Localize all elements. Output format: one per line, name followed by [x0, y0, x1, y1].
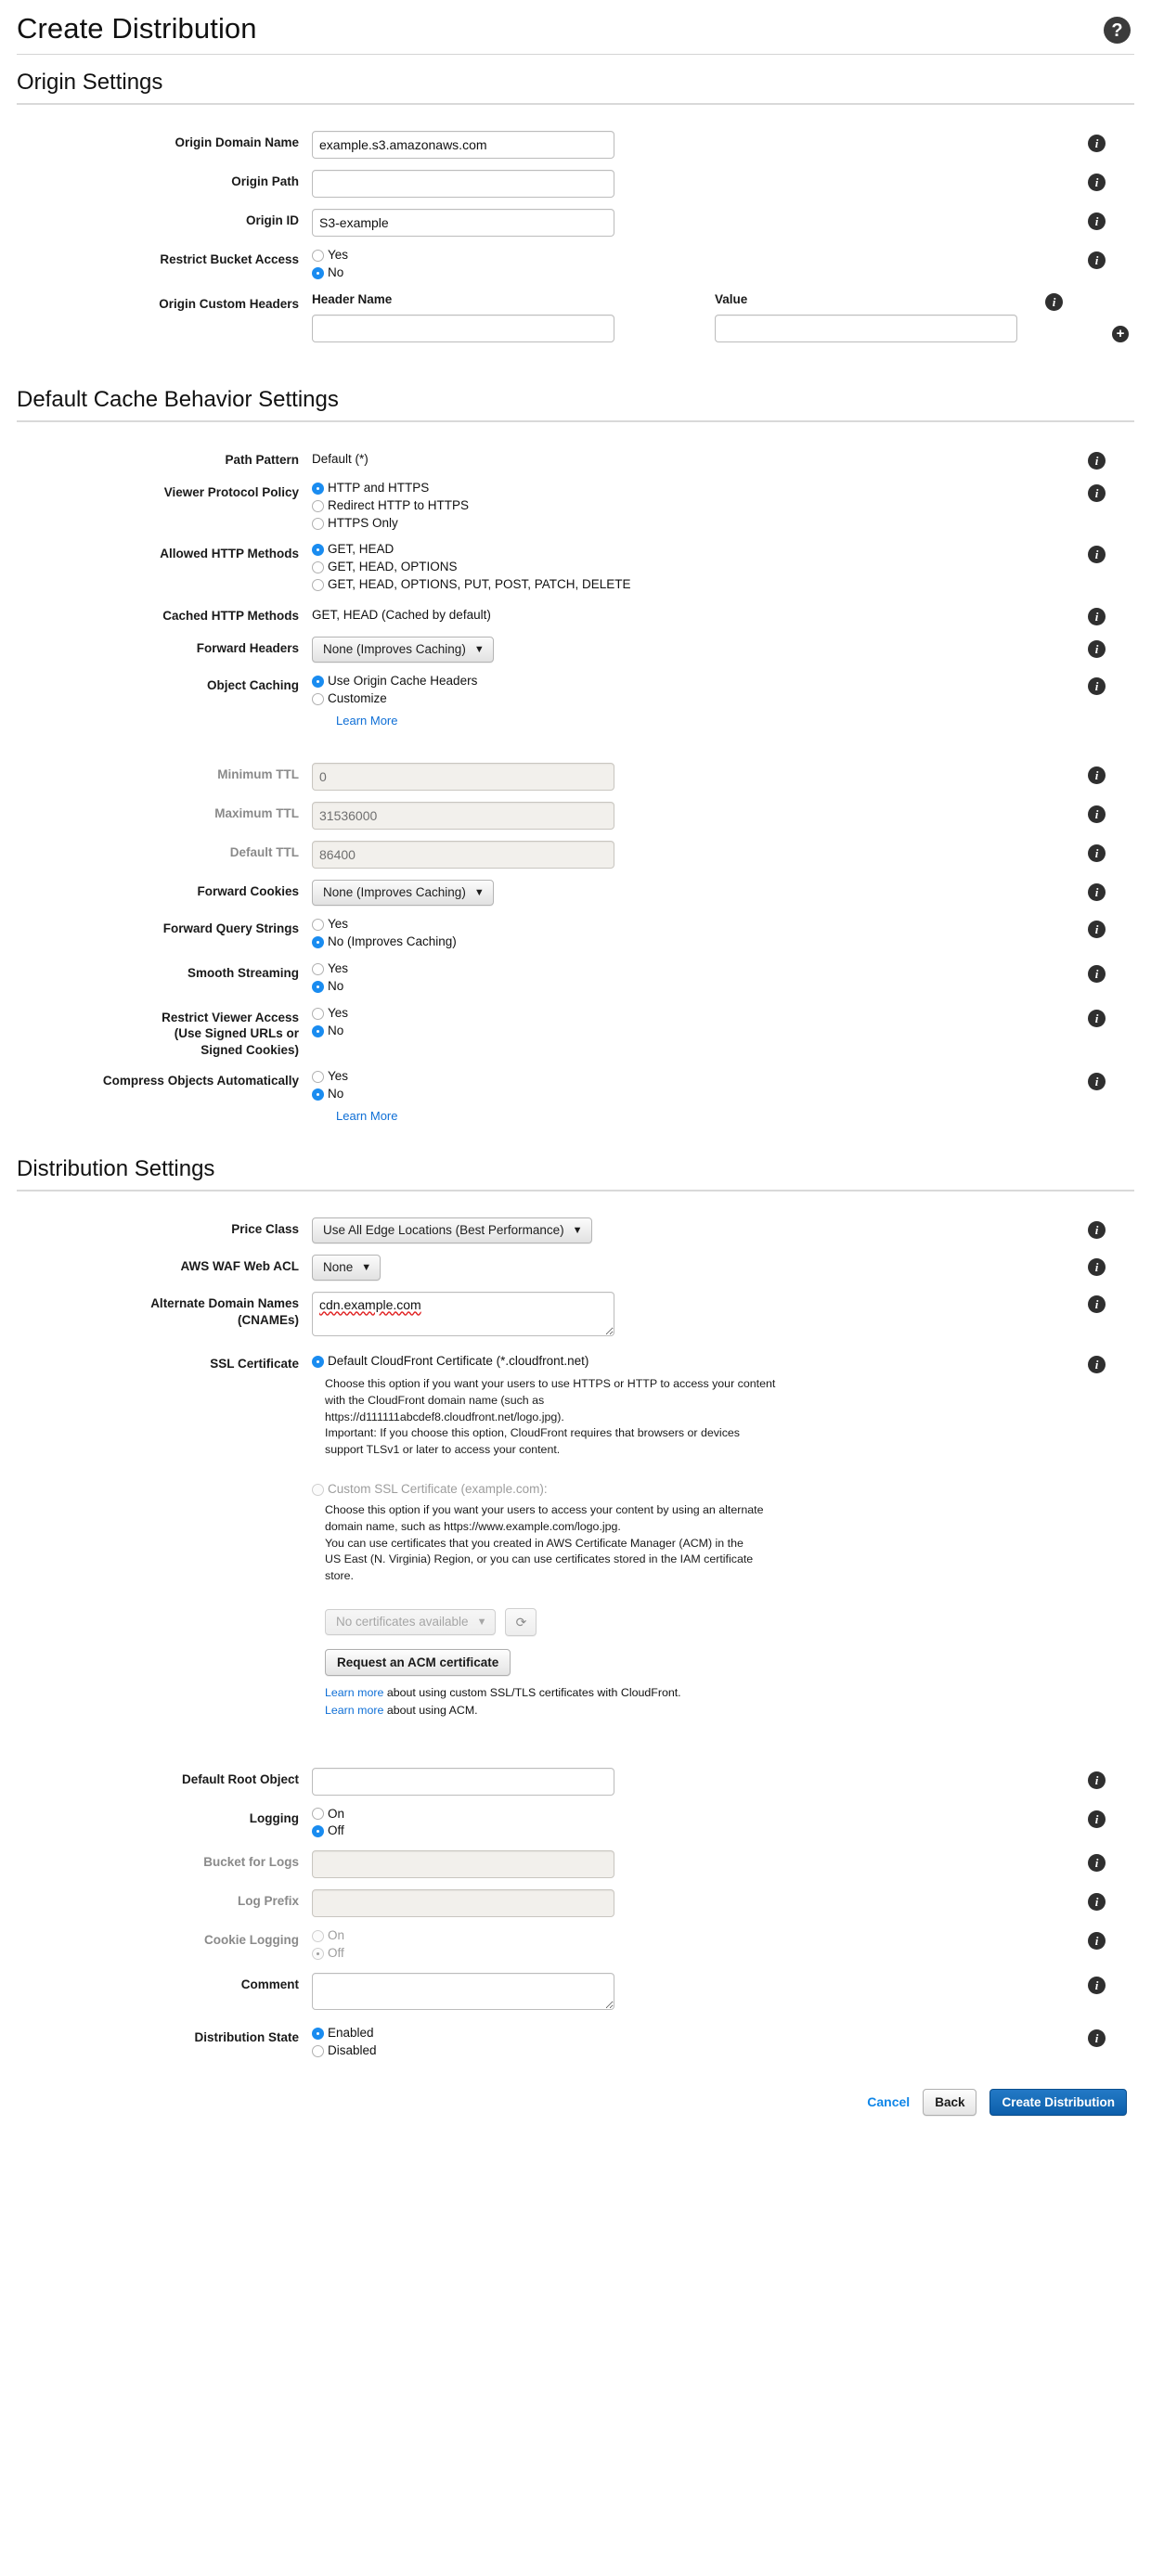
info-icon-path-pattern[interactable]: i [1088, 452, 1106, 470]
label-forward-headers: Forward Headers [196, 641, 299, 656]
radio-icon-unchecked[interactable] [312, 1808, 324, 1820]
radio-label: Customize [328, 691, 387, 706]
chevron-down-icon: ▼ [473, 643, 485, 655]
info-icon-minimum-ttl[interactable]: i [1088, 766, 1106, 784]
help-line-4: Important: If you choose this option, CloudFront requires that browsers or devices [325, 1426, 740, 1440]
info-icon-cached-http-methods[interactable]: i [1088, 608, 1106, 625]
allowed-http-methods-radio-group [312, 542, 1060, 593]
label-viewer-protocol-policy: Viewer Protocol Policy [163, 484, 299, 499]
radio-icon-unchecked[interactable] [312, 919, 324, 931]
row-restrict-bucket-access [17, 242, 1134, 287]
ssl-custom-help-text [325, 1502, 938, 1584]
row-compress-objects-automatically [17, 1063, 1134, 1128]
radio-label: Enabled [328, 2026, 374, 2041]
section-title-distribution-settings: Distribution Settings [17, 1156, 215, 1182]
label-line-2: (Use Signed URLs or [174, 1026, 299, 1041]
row-alternate-domain-names [17, 1286, 1134, 1346]
page-title: Create Distribution [17, 12, 257, 45]
info-icon-allowed-http-methods[interactable]: i [1088, 546, 1106, 563]
info-icon-restrict-viewer-access[interactable]: i [1088, 1010, 1106, 1027]
radio-allowed-methods-get-head-options[interactable] [312, 560, 1060, 575]
label-maximum-ttl: Maximum TTL [214, 806, 299, 821]
footer-actions [17, 2065, 1134, 2132]
section-divider-cache [17, 420, 1134, 422]
help-circle-icon[interactable]: ? [1104, 17, 1131, 44]
radio-icon-checked[interactable] [312, 267, 324, 279]
radio-label: Yes [328, 1005, 349, 1020]
label-ssl-certificate: SSL Certificate [210, 1357, 299, 1372]
radio-icon-unchecked[interactable] [312, 1008, 324, 1020]
radio-icon-checked[interactable] [312, 1948, 324, 1960]
info-icon-cookie-logging[interactable]: i [1088, 1932, 1106, 1950]
chevron-down-icon: ▼ [572, 1224, 583, 1236]
row-distribution-state [17, 2020, 1134, 2065]
info-icon-object-caching[interactable]: i [1088, 677, 1106, 695]
row-origin-custom-headers [17, 287, 1134, 348]
distribution-state-radio-group [312, 2026, 1060, 2059]
aws-waf-web-acl-select[interactable] [312, 1255, 381, 1281]
radio-icon-unchecked[interactable] [312, 2045, 324, 2057]
object-caching-learn-more-link[interactable]: Learn More [336, 714, 398, 728]
request-acm-certificate-button[interactable]: Request an ACM certificate [325, 1649, 511, 1676]
learn-more-acm-link[interactable]: Learn more [325, 1703, 384, 1717]
row-price-class [17, 1212, 1134, 1249]
info-icon-forward-headers[interactable]: i [1088, 640, 1106, 658]
default-root-object-input[interactable] [312, 1768, 614, 1796]
radio-label: Custom SSL Certificate (example.com): [328, 1482, 548, 1497]
radio-label: HTTPS Only [328, 515, 398, 530]
label-cached-http-methods: Cached HTTP Methods [162, 609, 299, 624]
restrict-viewer-access-radio-group [312, 1006, 1060, 1039]
radio-icon-checked[interactable] [312, 936, 324, 948]
info-icon-compress-objects[interactable]: i [1088, 1073, 1106, 1090]
maximum-ttl-input[interactable] [312, 802, 614, 830]
radio-label: GET, HEAD, OPTIONS, PUT, POST, PATCH, DELETE [328, 577, 631, 592]
price-class-selected-value: Use All Edge Locations (Best Performance) [323, 1223, 564, 1238]
info-icon-origin-path[interactable]: i [1088, 174, 1106, 191]
add-custom-header-icon[interactable]: + [1112, 326, 1129, 342]
info-icon-distribution-state[interactable]: i [1088, 2029, 1106, 2047]
radio-allowed-methods-get-head[interactable] [312, 542, 1060, 558]
label-origin-path: Origin Path [231, 174, 299, 189]
label-cookie-logging: Cookie Logging [204, 1933, 299, 1948]
label-path-pattern: Path Pattern [225, 452, 299, 467]
viewer-protocol-policy-radio-group [312, 481, 1060, 532]
smooth-streaming-radio-group [312, 961, 1060, 995]
label-default-ttl: Default TTL [229, 845, 299, 860]
minimum-ttl-input[interactable] [312, 763, 614, 791]
radio-distribution-state-enabled[interactable] [312, 2026, 1060, 2041]
radio-icon-unchecked[interactable] [312, 250, 324, 262]
radio-viewer-protocol-https-only[interactable] [312, 516, 1060, 532]
radio-label: Disabled [328, 2042, 377, 2057]
ssl-default-help-text [325, 1376, 938, 1458]
info-icon-smooth-streaming[interactable]: i [1088, 965, 1106, 983]
radio-label: Redirect HTTP to HTTPS [328, 497, 470, 512]
help-line-1: Choose this option if you want your users to use HTTPS or HTTP to access your content [325, 1377, 776, 1391]
label-price-class: Price Class [231, 1222, 299, 1237]
radio-icon-checked[interactable] [312, 1088, 324, 1101]
forward-cookies-select[interactable] [312, 880, 494, 906]
radio-compress-objects-yes[interactable] [312, 1069, 1060, 1085]
certificate-selected-value: No certificates available [336, 1615, 469, 1629]
radio-icon-unchecked[interactable] [312, 1484, 324, 1496]
info-icon-origin-domain-name[interactable]: i [1088, 135, 1106, 152]
radio-label: Default CloudFront Certificate (*.cloudfront.net) [328, 1354, 589, 1369]
radio-icon-checked[interactable] [312, 981, 324, 993]
forward-headers-selected-value: None (Improves Caching) [323, 642, 466, 657]
radio-icon-checked[interactable] [312, 1025, 324, 1037]
radio-label: Yes [328, 248, 349, 263]
default-ttl-input[interactable] [312, 841, 614, 869]
label-bucket-for-logs: Bucket for Logs [203, 1855, 299, 1870]
log-prefix-input[interactable] [312, 1889, 614, 1917]
label-origin-id: Origin ID [246, 213, 299, 228]
radio-label: On [328, 1806, 345, 1821]
info-icon-maximum-ttl[interactable]: i [1088, 805, 1106, 823]
row-forward-query-strings [17, 911, 1134, 956]
bucket-for-logs-input[interactable] [312, 1850, 614, 1878]
help-line-5: support TLSv1 or later to access your content. [325, 1442, 561, 1456]
radio-label: No [328, 1023, 344, 1037]
radio-forward-query-strings-yes[interactable] [312, 917, 1060, 933]
info-icon-origin-id[interactable]: i [1088, 213, 1106, 230]
radio-label: Yes [328, 1069, 349, 1084]
radio-label: Use Origin Cache Headers [328, 674, 478, 689]
forward-cookies-selected-value: None (Improves Caching) [323, 885, 466, 900]
radio-label: GET, HEAD [328, 542, 394, 557]
learn-more-custom-ssl-link[interactable]: Learn more [325, 1686, 384, 1700]
radio-icon-checked[interactable] [312, 1356, 324, 1368]
row-logging [17, 1801, 1134, 1846]
info-icon-default-root-object[interactable]: i [1088, 1771, 1106, 1789]
row-maximum-ttl [17, 796, 1134, 835]
radio-icon-unchecked[interactable] [312, 1071, 324, 1083]
radio-icon-checked[interactable] [312, 1825, 324, 1837]
learn-more-acm-text: about using ACM. [383, 1703, 478, 1717]
label-alternate-domain-names [17, 1292, 312, 1328]
label-minimum-ttl: Minimum TTL [217, 767, 299, 782]
section-title-default-cache-behavior: Default Cache Behavior Settings [17, 386, 339, 412]
label-aws-waf-web-acl: AWS WAF Web ACL [180, 1259, 299, 1274]
refresh-certificates-icon[interactable]: ⟳ [505, 1608, 537, 1636]
radio-object-caching-customize[interactable] [312, 691, 1060, 707]
row-origin-path [17, 164, 1134, 203]
origin-id-input[interactable] [312, 209, 614, 237]
info-icon-alternate-domain-names[interactable]: i [1088, 1295, 1106, 1313]
label-origin-custom-headers: Origin Custom Headers [159, 296, 299, 311]
label-logging: Logging [249, 1810, 299, 1825]
certificate-select[interactable] [325, 1609, 496, 1635]
row-path-pattern [17, 443, 1134, 475]
radio-label: Off [328, 1946, 344, 1961]
radio-label: Yes [328, 960, 349, 975]
radio-label: No [328, 264, 344, 279]
radio-restrict-bucket-access-yes[interactable] [312, 248, 1060, 264]
column-header-header-name: Header Name [312, 291, 393, 306]
object-caching-radio-group [312, 674, 1060, 707]
radio-icon-checked[interactable] [312, 676, 324, 688]
ssl-learn-more-links [325, 1684, 1060, 1719]
learn-more-custom-ssl-text: about using custom SSL/TLS certificates with CloudFront. [383, 1686, 681, 1700]
origin-domain-name-input[interactable] [312, 131, 614, 159]
info-icon-ssl-certificate[interactable]: i [1088, 1356, 1106, 1373]
logging-radio-group [312, 1807, 1060, 1840]
radio-distribution-state-disabled[interactable] [312, 2043, 1060, 2059]
label-forward-cookies: Forward Cookies [197, 884, 299, 899]
label-compress-objects-automatically: Compress Objects Automatically [102, 1074, 299, 1088]
chevron-down-icon: ▼ [361, 1261, 372, 1273]
radio-icon-unchecked[interactable] [312, 518, 324, 530]
price-class-select[interactable] [312, 1217, 592, 1243]
radio-icon-unchecked[interactable] [312, 579, 324, 591]
compress-objects-learn-more-link[interactable]: Learn More [336, 1109, 398, 1124]
label-allowed-http-methods: Allowed HTTP Methods [160, 547, 299, 561]
compress-objects-radio-group [312, 1069, 1060, 1102]
row-minimum-ttl [17, 757, 1134, 796]
radio-label: Off [328, 1823, 344, 1838]
label-distribution-state: Distribution State [194, 2030, 299, 2045]
radio-icon-unchecked[interactable] [312, 963, 324, 975]
row-ssl-certificate [17, 1346, 1134, 1724]
back-button[interactable]: Back [923, 2089, 976, 2116]
help-line-5: store. [325, 1568, 354, 1582]
label-forward-query-strings: Forward Query Strings [162, 921, 299, 936]
label-origin-domain-name: Origin Domain Name [175, 135, 299, 150]
origin-custom-headers-table [312, 292, 1134, 342]
radio-ssl-custom-certificate[interactable] [312, 1482, 1060, 1498]
info-icon-forward-query-strings[interactable]: i [1088, 921, 1106, 938]
label-comment: Comment [240, 1977, 299, 1992]
radio-logging-on[interactable] [312, 1807, 1060, 1823]
row-cookie-logging [17, 1923, 1134, 1967]
radio-ssl-default-cloudfront-certificate[interactable] [312, 1354, 1060, 1370]
info-icon-aws-waf-web-acl[interactable]: i [1088, 1258, 1106, 1276]
label-restrict-viewer-access [17, 1006, 312, 1059]
row-forward-cookies [17, 874, 1134, 911]
certificate-picker-row [325, 1608, 1060, 1636]
comment-textarea[interactable] [312, 1973, 614, 2010]
row-bucket-for-logs [17, 1845, 1134, 1884]
label-smooth-streaming: Smooth Streaming [187, 965, 299, 980]
radio-logging-off[interactable] [312, 1823, 1060, 1839]
column-header-value: Value [715, 291, 748, 306]
radio-compress-objects-no[interactable] [312, 1087, 1060, 1102]
radio-icon-unchecked[interactable] [312, 1930, 324, 1942]
radio-icon-checked[interactable] [312, 483, 324, 495]
label-line-3: Signed Cookies) [200, 1042, 299, 1057]
radio-label: No [328, 978, 344, 993]
row-smooth-streaming [17, 956, 1134, 1000]
radio-object-caching-use-origin-cache-headers[interactable] [312, 674, 1060, 689]
radio-allowed-methods-all[interactable] [312, 577, 1060, 593]
label-line-1: Alternate Domain Names [150, 1296, 299, 1311]
row-cached-http-methods [17, 599, 1134, 631]
radio-label: On [328, 1928, 345, 1943]
radio-label: GET, HEAD, OPTIONS [328, 560, 458, 574]
row-origin-domain-name [17, 125, 1134, 164]
row-viewer-protocol-policy [17, 475, 1134, 537]
help-line-4: US East (N. Virginia) Region, or you can use certificates stored in the IAM certificate [325, 1552, 754, 1566]
help-line-1: Choose this option if you want your users to access your content by using an alternate [325, 1503, 764, 1517]
help-line-2: with the CloudFront domain name (such as [325, 1393, 545, 1407]
learn-more-line-2 [325, 1702, 1060, 1719]
help-line-3: You can use certificates that you created in AWS Certificate Manager (ACM) in the [325, 1536, 744, 1550]
row-comment [17, 1967, 1134, 2020]
radio-forward-query-strings-no[interactable] [312, 934, 1060, 950]
info-icon-restrict-bucket-access[interactable]: i [1088, 251, 1106, 269]
row-forward-headers [17, 631, 1134, 668]
info-icon-price-class[interactable]: i [1088, 1221, 1106, 1239]
chevron-down-icon: ▼ [476, 1616, 487, 1628]
cached-http-methods-value: GET, HEAD (Cached by default) [312, 608, 491, 623]
help-line-3: https://d111111abcdef8.cloudfront.net/logo.jpg). [325, 1410, 564, 1423]
radio-icon-checked[interactable] [312, 544, 324, 556]
info-icon-comment[interactable]: i [1088, 1977, 1106, 1994]
row-object-caching [17, 668, 1134, 733]
row-log-prefix [17, 1884, 1134, 1923]
info-icon-logging[interactable]: i [1088, 1810, 1106, 1828]
restrict-bucket-access-radio-group [312, 248, 1060, 281]
alternate-domain-names-textarea[interactable] [312, 1292, 614, 1336]
radio-icon-unchecked[interactable] [312, 500, 324, 512]
radio-label: Yes [328, 917, 349, 932]
row-origin-id [17, 203, 1134, 242]
label-default-root-object: Default Root Object [181, 1771, 299, 1786]
info-icon-log-prefix[interactable]: i [1088, 1893, 1106, 1911]
radio-restrict-viewer-access-yes[interactable] [312, 1006, 1060, 1022]
label-object-caching: Object Caching [206, 678, 299, 693]
info-icon-bucket-for-logs[interactable]: i [1088, 1854, 1106, 1872]
aws-waf-web-acl-selected-value: None [323, 1260, 354, 1275]
cancel-link[interactable]: Cancel [867, 2094, 911, 2110]
radio-label: No (Improves Caching) [328, 934, 457, 949]
radio-viewer-protocol-http-and-https[interactable] [312, 481, 1060, 496]
help-line-2: domain name, such as https://www.example.com/logo.jpg. [325, 1519, 621, 1533]
learn-more-line-1 [325, 1684, 1060, 1702]
radio-cookie-logging-off[interactable] [312, 1946, 1060, 1962]
section-divider-distribution [17, 1190, 1134, 1191]
radio-smooth-streaming-yes[interactable] [312, 961, 1060, 977]
radio-cookie-logging-on[interactable] [312, 1928, 1060, 1944]
row-allowed-http-methods [17, 536, 1134, 599]
row-default-root-object [17, 1762, 1134, 1801]
origin-path-input[interactable] [312, 170, 614, 198]
section-divider-origin [17, 103, 1134, 105]
path-pattern-value: Default (*) [312, 451, 369, 466]
create-distribution-button[interactable]: Create Distribution [989, 2089, 1127, 2116]
info-icon-forward-cookies[interactable]: i [1088, 883, 1106, 901]
row-restrict-viewer-access [17, 1000, 1134, 1064]
page-header [17, 0, 1134, 54]
chevron-down-icon: ▼ [473, 886, 485, 898]
section-title-origin-settings: Origin Settings [17, 70, 163, 96]
cookie-logging-radio-group [312, 1928, 1060, 1962]
radio-restrict-viewer-access-no[interactable] [312, 1024, 1060, 1039]
forward-query-strings-radio-group [312, 917, 1060, 950]
forward-headers-select[interactable] [312, 637, 494, 663]
radio-label: No [328, 1087, 344, 1101]
radio-restrict-bucket-access-no[interactable] [312, 265, 1060, 281]
radio-icon-unchecked[interactable] [312, 693, 324, 705]
label-line-2: (CNAMEs) [238, 1313, 299, 1328]
row-aws-waf-web-acl [17, 1249, 1134, 1286]
radio-icon-checked[interactable] [312, 2028, 324, 2040]
radio-viewer-protocol-redirect-http-to-https[interactable] [312, 498, 1060, 514]
info-icon-origin-custom-headers[interactable]: i [1045, 293, 1063, 311]
radio-icon-unchecked[interactable] [312, 561, 324, 573]
radio-smooth-streaming-no[interactable] [312, 979, 1060, 995]
info-icon-default-ttl[interactable]: i [1088, 844, 1106, 862]
custom-header-value-input[interactable] [715, 315, 1017, 342]
label-line-1: Restrict Viewer Access [162, 1010, 299, 1024]
row-default-ttl [17, 835, 1134, 874]
label-restrict-bucket-access: Restrict Bucket Access [160, 252, 299, 267]
radio-label: HTTP and HTTPS [328, 480, 430, 495]
label-log-prefix: Log Prefix [237, 1894, 299, 1909]
info-icon-viewer-protocol-policy[interactable]: i [1088, 484, 1106, 502]
custom-header-name-input[interactable] [312, 315, 614, 342]
